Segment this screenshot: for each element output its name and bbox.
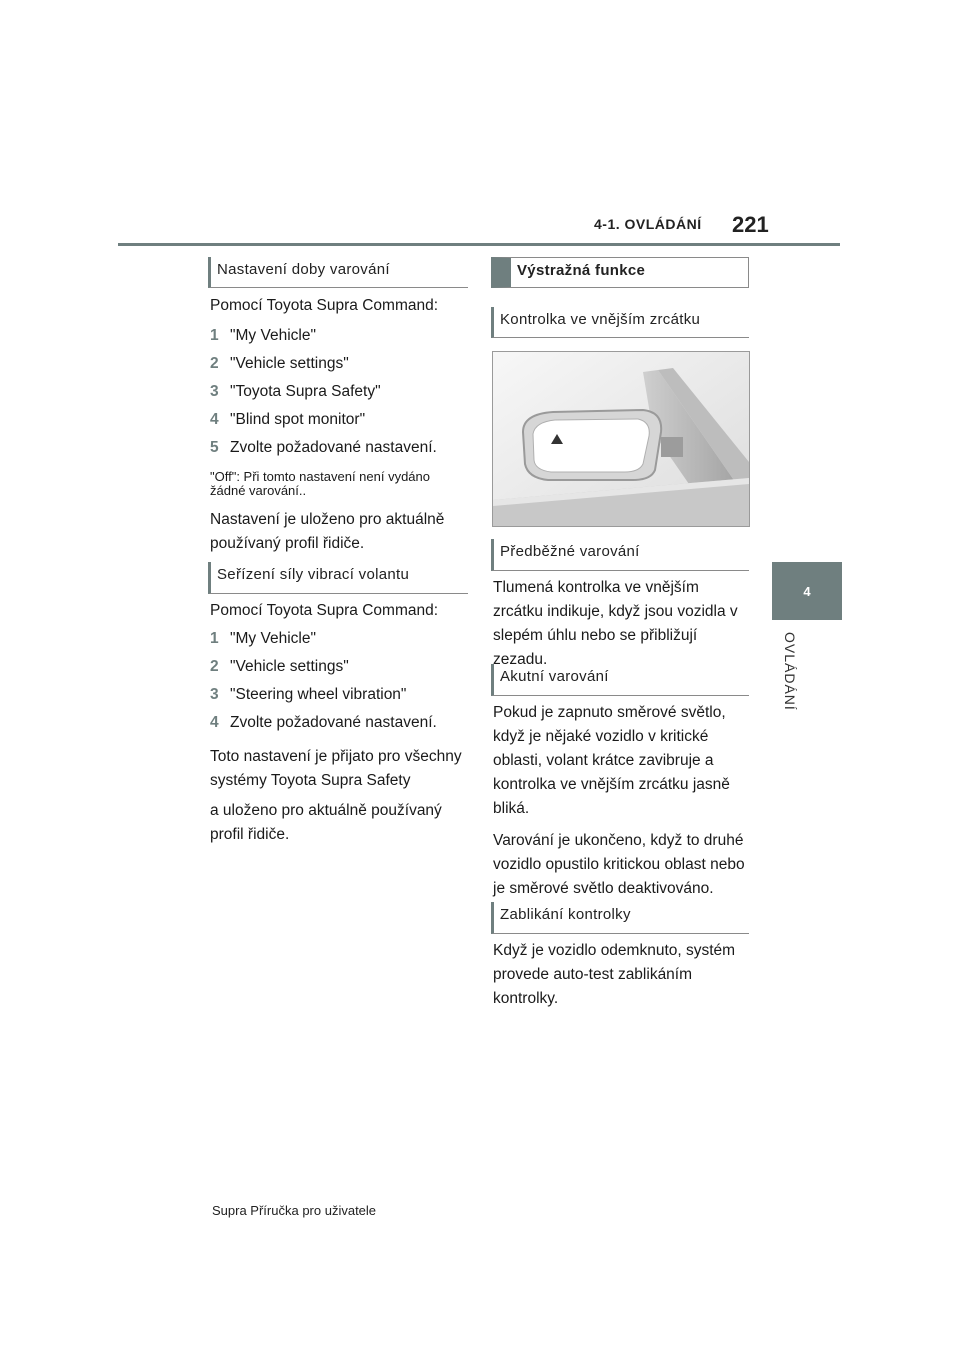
heading-warning-time: Nastavení doby varování [208, 257, 468, 288]
list-item: 4 Zvolte požadované nastavení. [210, 714, 437, 731]
blink-section [493, 939, 751, 1011]
body-text: Když je vozidlo odemknuto, systém provede auto-test zablikáním kontrolky. [493, 942, 736, 1007]
section-title: 4-1. OVLÁDÁNÍ [594, 216, 702, 232]
note-text: "Off": Při tomto nastavení není vydáno žádné varování.. [210, 469, 430, 498]
page-number: 221 [732, 212, 769, 237]
heading-warning-function: Výstražná funkce [491, 257, 749, 288]
left-section-1 [210, 294, 470, 556]
list-item: 1 "My Vehicle" [210, 630, 316, 647]
footer-text: Supra Příručka pro uživatele [212, 1203, 377, 1218]
heading-vibration: Seřízení síly vibrací volantu [208, 562, 468, 594]
left-section-2 [210, 599, 470, 847]
list-item: 2 "Vehicle settings" [210, 355, 349, 372]
body-text: Toto nastavení je přijato pro všechny systémy Toyota Supra Safety [210, 748, 462, 789]
heading-pre-warning: Předběžné varování [491, 539, 749, 571]
list-item: 4 "Blind spot monitor" [210, 411, 366, 428]
acute-warning-section [493, 701, 751, 901]
chapter-label: OVLÁDÁNÍ [782, 632, 798, 711]
list-item: 1 "My Vehicle" [210, 327, 316, 344]
intro-text: Pomocí Toyota Supra Command: [210, 297, 439, 314]
body-text: Nastavení je uloženo pro aktuálně používaný profil řidiče. [210, 511, 445, 552]
header-rule [118, 243, 840, 246]
body-text: Tlumená kontrolka ve vnějším zrcátku indikuje, když jsou vozidla v slepém úhlu nebo se přibližují zezadu. [493, 579, 738, 668]
chapter-tab [772, 562, 842, 620]
body-text: Pokud je zapnuto směrové světlo, když je nějaké vozidlo v kritické oblasti, volant krátce zavibruje a kontrolka ve vnějším zrcátku jasně bliká. [493, 704, 730, 817]
heading-mirror-indicator: Kontrolka ve vnějším zrcátku [491, 307, 749, 338]
chapter-number: 4 [803, 583, 811, 599]
list-item: 3 "Toyota Supra Safety" [210, 383, 381, 400]
heading-indicator-blink: Zablikání kontrolky [491, 902, 749, 934]
heading-acute-warning: Akutní varování [491, 664, 749, 696]
body-text: Varování je ukončeno, když to druhé vozidlo opustilo kritickou oblast nebo je směrové světlo deaktivováno. [493, 832, 745, 897]
list-item: 5 Zvolte požadované nastavení. [210, 439, 437, 456]
body-text: a uloženo pro aktuálně používaný profil řidiče. [210, 802, 442, 843]
list-item: 3 "Steering wheel vibration" [210, 686, 407, 703]
mirror-icon [493, 352, 749, 526]
mirror-illustration [492, 351, 750, 527]
list-item: 2 "Vehicle settings" [210, 658, 349, 675]
pre-warning-section [493, 576, 751, 672]
intro-text: Pomocí Toyota Supra Command: [210, 602, 439, 619]
